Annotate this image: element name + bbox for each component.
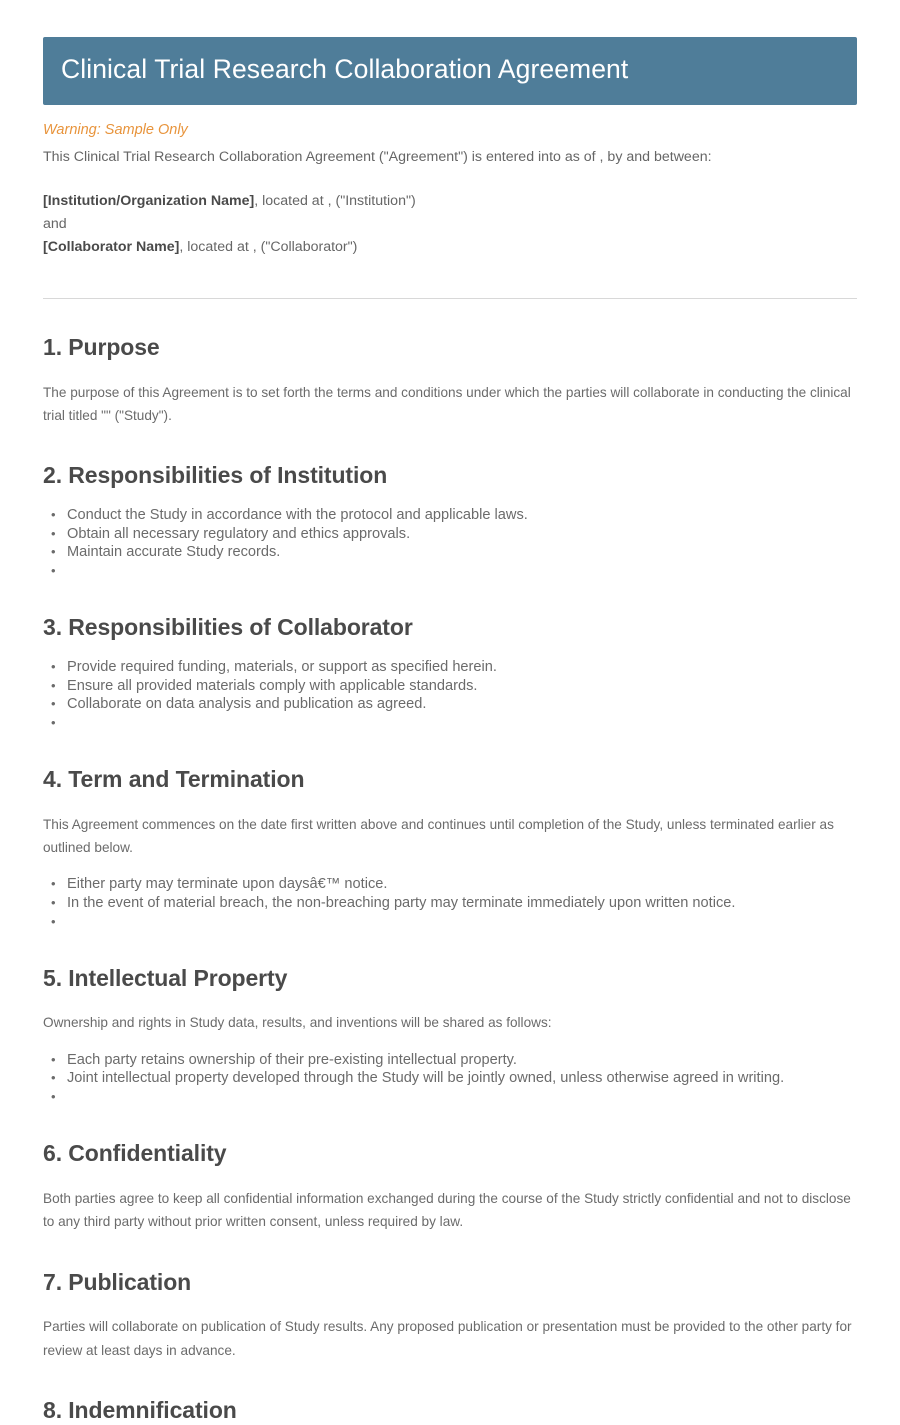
section-heading: 4. Term and Termination <box>43 765 305 792</box>
section-paragraph: Both parties agree to keep all confidential information exchanged during the course of the Study strictly confidential and not to disclose to any third party without prior written consent, unless required by law. <box>43 1190 851 1230</box>
list-item: • Each party retains ownership of their pre-existing intellectual property. <box>67 1051 857 1070</box>
institution-name-placeholder: [Institution/Organization Name] <box>43 192 255 209</box>
section-bullet-list <box>43 506 857 579</box>
collaborator-name-placeholder: [Collaborator Name] <box>43 238 180 255</box>
list-item: • Obtain all necessary regulatory and ethics approvals. <box>67 525 857 544</box>
institution-address-text: , located at , ("Institution") <box>254 192 416 209</box>
list-item: • In the event of material breach, the non-breaching party may terminate immediately upon written notice. <box>67 894 857 913</box>
section-heading: 1. Purpose <box>43 333 160 360</box>
section-bullet-list <box>43 1051 857 1105</box>
document-section <box>43 333 857 428</box>
list-item: • Maintain accurate Study records. <box>67 543 857 562</box>
section-bullet-list <box>43 875 857 929</box>
document-section <box>43 461 857 579</box>
list-item <box>67 913 857 930</box>
section-paragraph: This Agreement commences on the date first written above and continues until completion of the Study, unless terminated earlier as outlined below. <box>43 816 834 855</box>
list-item: • Ensure all provided materials comply with applicable standards. <box>67 677 857 696</box>
section-heading: 5. Intellectual Property <box>43 964 288 991</box>
list-item: • Joint intellectual property developed through the Study will be jointly owned, unless otherwise agreed in writing. <box>67 1069 857 1088</box>
sample-only-warning: Warning: Sample Only <box>43 121 188 138</box>
document-page <box>0 37 900 1425</box>
section-paragraph: Parties will collaborate on publication of Study results. Any proposed publication or presentation must be provided to the other party for review at least days in advance. <box>43 1319 852 1358</box>
section-heading: 8. Indemnification <box>43 1397 237 1424</box>
document-section <box>43 765 857 930</box>
list-item <box>67 1088 857 1105</box>
document-section <box>43 613 857 731</box>
section-heading: 7. Publication <box>43 1268 192 1295</box>
parties-conjunction: and <box>43 215 67 232</box>
list-item: • Either party may terminate upon daysâ€™ notice. <box>67 875 857 894</box>
document-section <box>43 1268 857 1363</box>
agreement-intro-paragraph: This Clinical Trial Research Collaboration Agreement ("Agreement") is entered into as of , by and between: <box>43 148 712 165</box>
document-section <box>43 964 857 1105</box>
document-title: Clinical Trial Research Collaboration Agreement <box>61 54 629 84</box>
institution-party-line <box>43 190 857 213</box>
document-section <box>43 1139 857 1234</box>
section-bullet-list <box>43 658 857 731</box>
section-paragraph: The purpose of this Agreement is to set forth the terms and conditions under which the parties will collaborate in conducting the clinical trial titled "" ("Study"). <box>43 384 851 423</box>
parties-block <box>43 190 857 259</box>
list-item: • Collaborate on data analysis and publication as agreed. <box>67 695 857 714</box>
list-item <box>67 714 857 731</box>
section-heading: 3. Responsibilities of Collaborator <box>43 614 413 641</box>
sections-container <box>43 333 857 1425</box>
document-header-banner <box>43 37 857 105</box>
section-heading: 2. Responsibilities of Institution <box>43 462 388 489</box>
collaborator-address-text: , located at , ("Collaborator") <box>179 238 358 255</box>
list-item: • Provide required funding, materials, or support as specified herein. <box>67 658 857 677</box>
section-paragraph: Ownership and rights in Study data, results, and inventions will be shared as follows: <box>43 1015 552 1031</box>
list-item <box>67 562 857 579</box>
document-section <box>43 1396 857 1425</box>
list-item: • Conduct the Study in accordance with the protocol and applicable laws. <box>67 506 857 525</box>
section-divider <box>43 298 857 299</box>
collaborator-party-line <box>43 236 857 259</box>
section-heading: 6. Confidentiality <box>43 1140 227 1167</box>
